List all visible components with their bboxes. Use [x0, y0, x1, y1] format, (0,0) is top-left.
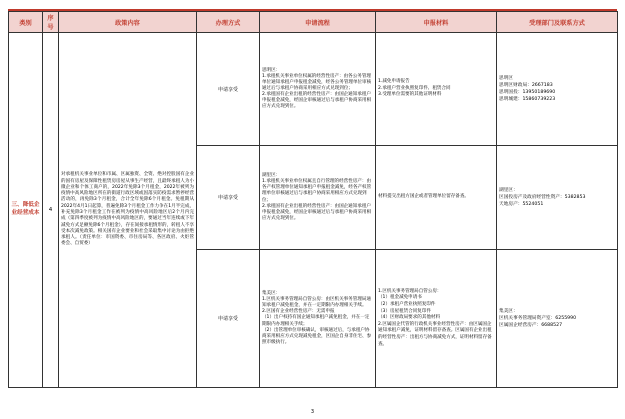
materials-cell [376, 146, 497, 250]
department-cell [497, 250, 618, 388]
header-department: 受理部门及联系方式 [497, 12, 618, 33]
material-line: 材料提交出租方国企或者管理单位留存备查。 [378, 194, 469, 200]
process-line: 思明区： [262, 67, 281, 73]
header-process: 申请流程 [260, 12, 376, 33]
material-line: 2.承租户营业执照复印件、租赁合同 [378, 85, 451, 91]
index-cell: 4 [43, 33, 59, 388]
department-line: 湖里区： [499, 187, 518, 193]
table-row [9, 33, 618, 146]
department-cell [497, 33, 618, 146]
mode-cell: 申请享受 [197, 33, 260, 146]
material-line: 1.区机关事务管理局自管公房： [378, 288, 442, 294]
header-policy: 政策内容 [59, 12, 197, 33]
department-cell [497, 146, 618, 250]
department-line: 思明区 [499, 75, 514, 81]
materials-cell [376, 33, 497, 146]
process-line: 2.承租国有企业出租的经营性房产：由国企通知承租户申报租金减免，经国企审核通过后与承租户协商采用相应方式兑现到位。 [262, 203, 372, 221]
header-materials: 申报材料 [376, 12, 497, 33]
process-line: 2.承租国有企业出租的经营性房产：由国企通知承租户申报租金减免，经国企审核通过后与承租户协商采用相应方式兑现到位。 [262, 92, 372, 110]
department-line: 思明区财政局：2667183 [499, 82, 553, 88]
process-cell [260, 250, 376, 388]
department-line: 思明国投：13950189690 [499, 90, 556, 95]
process-line: 湖里区： [262, 173, 281, 179]
department-line: 区机关事务管理局资产室：6255990 [499, 315, 577, 321]
header-category: 类别 [9, 12, 43, 33]
material-line: （4）区财政局要求的其他材料 [378, 315, 441, 321]
category-cell: 三、降低企业经营成本 [9, 33, 43, 388]
mode-cell: 申请享受 [197, 250, 260, 388]
department-line: 集美区： [499, 308, 518, 314]
materials-cell [376, 250, 497, 388]
mode-cell: 申请享受 [197, 146, 260, 250]
process-line: （2）出管理单位审核确认，审核通过后，与承租户协商采用相应方式兑现减免租金，区国企自身非住宅、参照市级执行。 [262, 327, 372, 345]
material-line: （3）房屋租赁合同复印件 [378, 308, 431, 314]
material-line: （2）承租户营业执照复印件 [378, 302, 436, 308]
department-line: 区国投房产及政府经营性资产：5382853 [499, 194, 586, 200]
header-index: 序号 [43, 12, 59, 33]
process-cell [260, 33, 376, 146]
process-line: 1.承租机关事业单位权属的经营性房产：由各公务管理单位通知承租户申报租金减免，经各公务管理单位审核通过后与承租户协商采用相应方式兑现到位； [262, 73, 372, 91]
process-line: 1.区机关事务管理局自管公房：由区机关事务管理局通知承租户减免租金，并在一定期限内办理相关手续。 [262, 297, 371, 309]
page-number: 3 [310, 409, 315, 415]
material-line: （1）租金减免申请书 [378, 295, 422, 301]
process-cell [260, 146, 376, 250]
department-line: 区属国企经营房产：6688527 [499, 323, 563, 329]
process-line: （1）出户权持有国企通知承租户减免租金，并在一定期限内办理相关手续； [262, 315, 370, 327]
header-mode: 办理方式 [197, 12, 260, 33]
material-line: 2.区属国企代管的行政机关事业经营性房产：由区属国企通知承租户减免，证明材料留存备查。区属国有企业出租的经营性房产：出租方与协商减免方式，证明材料留存备查。 [378, 321, 492, 347]
department-line: 思明城建：15860739223 [499, 97, 556, 103]
material-line: 1.减免申请报告 [378, 79, 410, 85]
department-line: 天地房产：5524051 [499, 202, 544, 208]
table-header-row [9, 12, 618, 33]
process-line: 集美区： [262, 291, 281, 297]
policy-table [8, 11, 618, 388]
process-line: 1.承租机关事业单位权属且自行管理的经营性房产：由各产权管理单位通知承租户申报租金减免，经各产权管理单位审核通过后与承租户协商采用相应方式兑现到位； [262, 179, 372, 203]
material-line: 3.受理单位需要的其他证明材料 [378, 92, 442, 98]
process-line: 2.区国有企业经营性房产：无需申报 [262, 309, 335, 315]
policy-cell: 对承租机关事业单位和市属、区属独资、全资、绝对控股国有企业的国有房屋及保障性租赁房房屋从事生产经营，且最终承租人为小微企业和个体工商户的，2022年免除3个月租金，2022年被列为疫情中高风险地区所在的街道行政区域或因落实防疫需求暂停经营活动的，再免除3个月租金，合计全年免除6个月租金。免租期从2022年4月1日起算，普遍免除3个月租金工作力争在1月半完成，补充免除3个月租金工作在被列为疫情中高风险地区后2个月内完成（第四季度被列为疫情中高风险地区的，要通过当年连续或下年减免方式足额免除6个月租金），存在间接承租情形的，转租人不享受本次减免政策。相关国有企业要业和社会采取集中讨论为由拒绝承租人。（责任单位：市国资委、市住房局等、各区政府、火炬管委会、自贸委） [59, 33, 197, 388]
